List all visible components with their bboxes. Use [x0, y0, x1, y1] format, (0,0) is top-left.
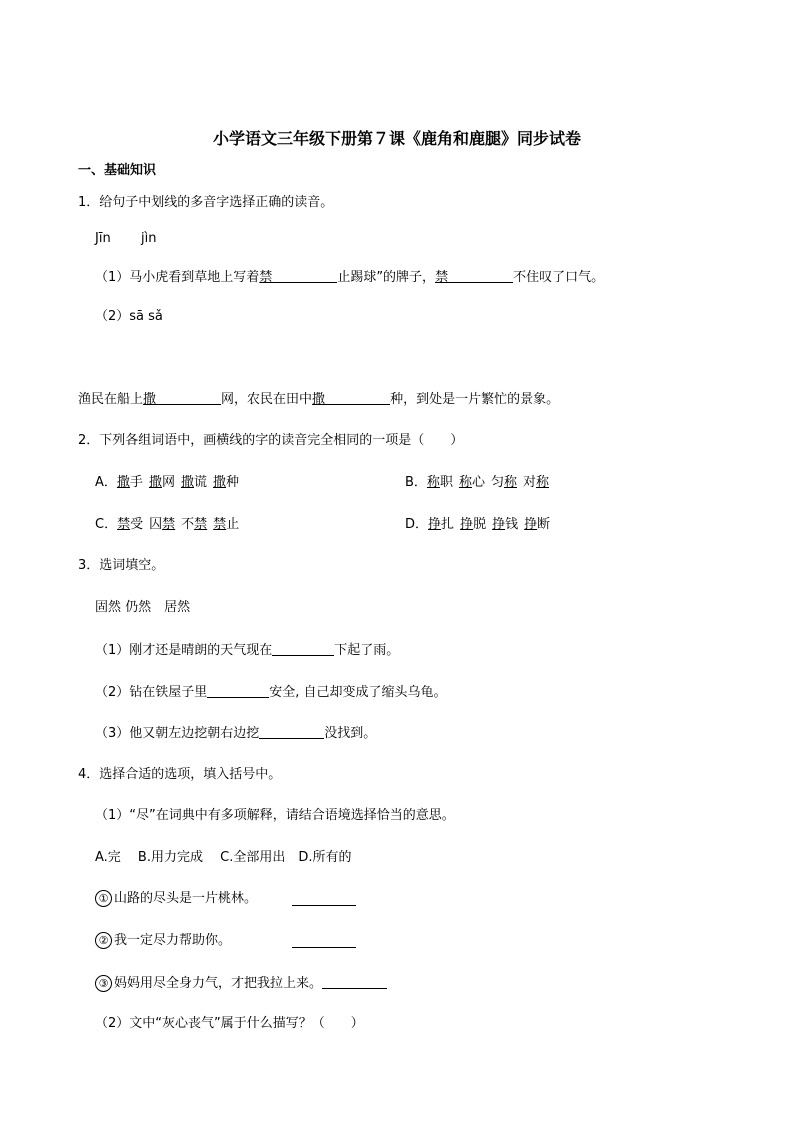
word-text: 网	[161, 475, 175, 490]
sub-number: （1）	[95, 270, 130, 285]
choice-b[interactable]	[405, 474, 549, 492]
sentence-text: 不住叹了口气。	[513, 270, 605, 285]
sentence-text: 下起了雨。	[334, 643, 400, 658]
word-text: 扎	[441, 517, 455, 532]
pinyin-option-a: Jīn	[95, 231, 111, 246]
choice-label: A．	[95, 475, 117, 490]
answer-blank[interactable]	[259, 724, 324, 739]
underlined-char: 撒	[213, 475, 227, 490]
word-text: 种	[226, 475, 240, 490]
underlined-char: 挣	[460, 517, 474, 532]
underlined-char: 称	[458, 475, 472, 490]
sentence-text: （3）他又朝左边挖朝右边挖	[95, 726, 260, 741]
word-text: 谎	[193, 475, 207, 490]
underlined-char: 禁	[117, 517, 131, 532]
question-2-stem: 2．下列各组词语中，画横线的字的读音完全相同的一项是（ ）	[78, 433, 464, 448]
question-1-stem: 1．给句子中划线的多音字选择正确的读音。	[78, 195, 334, 210]
answer-blank[interactable]	[448, 268, 513, 283]
answer-blank[interactable]	[292, 891, 356, 906]
underlined-char: 禁	[162, 517, 176, 532]
underlined-char: 撒	[180, 475, 194, 490]
question-3-sentence-3	[95, 724, 376, 743]
underlined-char: 禁	[259, 270, 273, 285]
word-text: 手	[129, 475, 143, 490]
word-text: 匀	[490, 475, 504, 490]
answer-blank[interactable]	[322, 974, 387, 989]
choice-a[interactable]	[95, 474, 239, 492]
question-1-sentence-2	[78, 390, 559, 409]
word-text: 脱	[473, 517, 487, 532]
circled-number: ②	[95, 932, 112, 949]
sentence-text: 马小虎看到草地上写着	[129, 270, 260, 285]
page-title: 小学语文三年级下册第７课《鹿角和鹿腿》同步试卷	[212, 129, 581, 148]
question-4-item-3	[95, 974, 387, 993]
sentence-text: 网，农民在田中	[221, 392, 313, 407]
underlined-char: 撒	[116, 475, 130, 490]
circled-number: ③	[95, 975, 112, 992]
pinyin-options	[95, 230, 156, 248]
choice-label: C．	[95, 517, 118, 532]
word-text: 心	[471, 475, 485, 490]
sentence-text: 安全, 自己却变成了缩头乌龟。	[269, 685, 447, 700]
answer-blank[interactable]	[292, 933, 356, 948]
word-text: 囚	[149, 517, 163, 532]
word-text: 对	[523, 475, 537, 490]
underlined-char: 撒	[312, 392, 326, 407]
circled-number: ①	[95, 890, 112, 907]
answer-blank[interactable]	[272, 641, 334, 656]
word-text: 不	[181, 517, 195, 532]
underlined-char: 称	[536, 475, 550, 490]
question-4-sub-1: （1）“尽”在词典中有多项解释，请结合语境选择恰当的意思。	[95, 808, 455, 823]
sentence-text: （2）钻在铁屋子里	[95, 685, 208, 700]
word-text: 受	[130, 517, 144, 532]
answer-blank[interactable]	[207, 683, 269, 698]
sentence-text: （1）刚才还是晴朗的天气现在	[95, 643, 273, 658]
sentence-text: 山路的尽头是一片桃林。	[114, 891, 258, 906]
underlined-char: 禁	[213, 517, 227, 532]
section-heading: 一、基础知识	[78, 163, 157, 178]
underlined-char: 撒	[148, 475, 162, 490]
word-text: 钱	[505, 517, 519, 532]
answer-blank[interactable]	[272, 268, 337, 283]
answer-blank[interactable]	[156, 390, 221, 405]
sentence-text: 渔民在船上	[78, 392, 144, 407]
choice-d[interactable]	[405, 516, 550, 534]
question-4-sub-2: （2）文中“灰心丧气”属于什么描写？（ ）	[95, 1016, 364, 1031]
question-1-sentence-1	[95, 268, 604, 287]
question-1-sub-2: （2）sā sǎ	[95, 309, 163, 324]
sentence-text: 止踢球”的牌子，	[337, 270, 436, 285]
underlined-char: 禁	[435, 270, 449, 285]
word-text: 止	[226, 517, 240, 532]
question-4-item-1	[95, 890, 257, 908]
sentence-text: 种，到处是一片繁忙的景象。	[390, 392, 560, 407]
word-bank: 固然 仍然 居然	[95, 600, 191, 615]
choice-label: B．	[405, 475, 427, 490]
underlined-char: 称	[426, 475, 440, 490]
answer-blank[interactable]	[325, 390, 390, 405]
answer-options: A.完 B.用力完成 C.全部用出 D.所有的	[95, 850, 352, 865]
choice-label: D．	[405, 517, 429, 532]
question-3-stem: 3．选词填空。	[78, 558, 165, 573]
underlined-char: 挣	[428, 517, 442, 532]
sentence-text: 我一定尽力帮助你。	[114, 933, 232, 948]
question-4-item-2	[95, 932, 231, 950]
underlined-char: 挣	[524, 517, 538, 532]
underlined-char: 称	[504, 475, 518, 490]
choice-c[interactable]	[95, 516, 239, 534]
sentence-text: 没找到。	[324, 726, 377, 741]
underlined-char: 撒	[143, 392, 157, 407]
underlined-char: 禁	[194, 517, 208, 532]
pinyin-option-b: jìn	[140, 231, 157, 246]
word-text: 断	[537, 517, 551, 532]
word-text: 职	[439, 475, 453, 490]
sentence-text: 妈妈用尽全身力气，才把我拉上来。	[114, 976, 323, 991]
question-3-sentence-2	[95, 683, 447, 702]
question-3-sentence-1	[95, 641, 399, 660]
question-4-stem: 4．选择合适的选项，填入括号中。	[78, 767, 282, 782]
underlined-char: 挣	[492, 517, 506, 532]
